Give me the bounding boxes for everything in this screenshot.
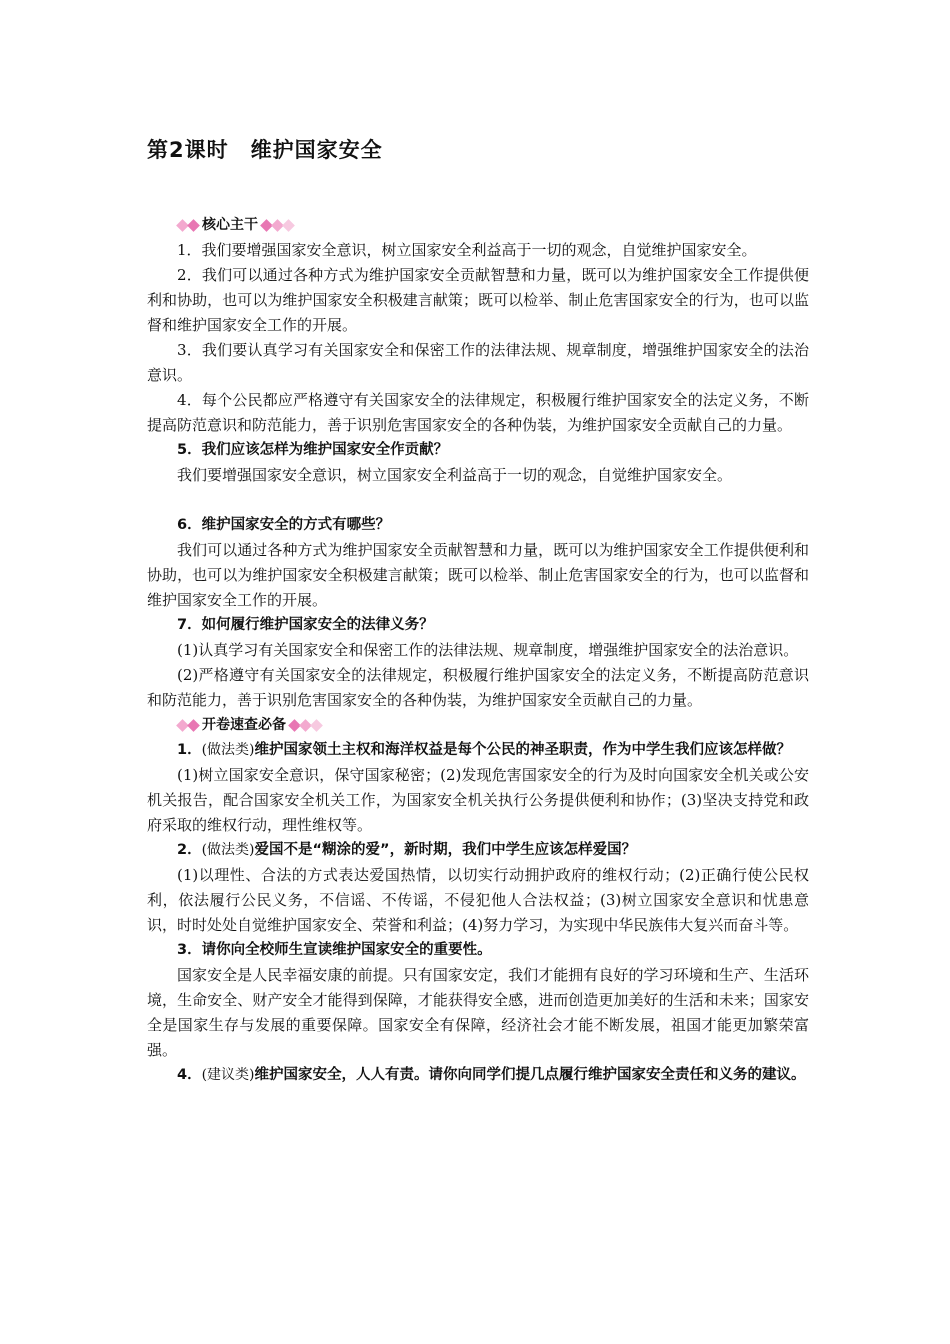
core-answer-5: 我们要增强国家安全意识，树立国家安全利益高于一切的观念，自觉维护国家安全。: [177, 466, 733, 484]
core-question-6: 6．维护国家安全的方式有哪些？: [177, 517, 391, 533]
content: [147, 213, 809, 1088]
section-header-core: 核心主干: [147, 213, 809, 238]
diamond-right-icon: [261, 221, 294, 230]
core-question-5: 5．我们应该怎样为维护国家安全作贡献？: [177, 442, 449, 458]
diamond-right-icon: [289, 721, 322, 730]
core-answer-7-1: (1)认真学习有关国家安全和保密工作的法律法规、规章制度，增强维护国家安全的法治意识。: [177, 641, 799, 659]
diamond-left-icon: [177, 721, 199, 730]
quick-question-3: 3．请你向全校师生宣读维护国家安全的重要性。: [177, 942, 492, 958]
core-point-3: 3．我们要认真学习有关国家安全和保密工作的法律法规、规章制度，增强维护国家安全的法治意识。: [147, 341, 809, 384]
diamond-left-icon: [177, 221, 199, 230]
quick-answer-3: 国家安全是人民幸福安康的前提。只有国家安定，我们才能拥有良好的学习环境和生产、生活环境，生命安全、财产安全才能得到保障，才能获得安全感，进而创造更加美好的生活和未来；国家安全是国家生存与发展的重要保障。国家安全有保障，经济社会才能不断发展，祖国才能更加繁荣富强。: [147, 966, 809, 1059]
quick-question-1: 1．(做法类)维护国家领土主权和海洋权益是每个公民的神圣职责，作为中学生我们应该怎样做？: [177, 742, 792, 758]
core-point-2: 2．我们可以通过各种方式为维护国家安全贡献智慧和力量，既可以为维护国家安全工作提供便利和协助，也可以为维护国家安全积极建言献策；既可以检举、制止危害国家安全的行为，也可以监督和维护国家安全工作的开展。: [147, 266, 809, 334]
quick-answer-1: (1)树立国家安全意识，保守国家秘密；(2)发现危害国家安全的行为及时向国家安全机关或公安机关报告，配合国家安全机关工作，为国家安全机关执行公务提供便利和协作；(3)坚决支持党和政府采取的维权行动，理性维权等。: [147, 766, 809, 834]
core-point-4: 4．每个公民都应严格遵守有关国家安全的法律规定，积极履行维护国家安全的法定义务，不断提高防范意识和防范能力，善于识别危害国家安全的各种伪装，为维护国家安全贡献自己的力量。: [147, 391, 809, 434]
core-question-7: 7．如何履行维护国家安全的法律义务？: [177, 617, 434, 633]
page-title: 第2课时 维护国家安全: [147, 138, 383, 162]
quick-answer-2: (1)以理性、合法的方式表达爱国热情，以切实行动拥护政府的维权行动；(2)正确行使公民权利，依法履行公民义务，不信谣、不传谣，不侵犯他人合法权益；(3)树立国家安全意识和忧患意识，时时处处自觉维护国家安全、荣誉和利益；(4)努力学习，为实现中华民族伟大复兴而奋斗等。: [147, 866, 809, 934]
core-answer-6: 我们可以通过各种方式为维护国家安全贡献智慧和力量，既可以为维护国家安全工作提供便利和协助，也可以为维护国家安全积极建言献策；既可以检举、制止危害国家安全的行为，也可以监督和维护国家安全工作的开展。: [147, 541, 809, 609]
quick-question-2: 2．(做法类)爱国不是“糊涂的爱”，新时期，我们中学生应该怎样爱国？: [177, 842, 637, 858]
core-answer-7-2: (2)严格遵守有关国家安全的法律规定，积极履行维护国家安全的法定义务，不断提高防范意识和防范能力，善于识别危害国家安全的各种伪装，为维护国家安全贡献自己的力量。: [147, 666, 809, 709]
quick-question-4: 4．(建议类)维护国家安全，人人有责。请你向同学们提几点履行维护国家安全责任和义务的建议。: [177, 1067, 806, 1083]
core-point-1: 1．我们要增强国家安全意识，树立国家安全利益高于一切的观念，自觉维护国家安全。: [177, 241, 757, 259]
section-header-quick: 开卷速查必备: [147, 713, 809, 738]
